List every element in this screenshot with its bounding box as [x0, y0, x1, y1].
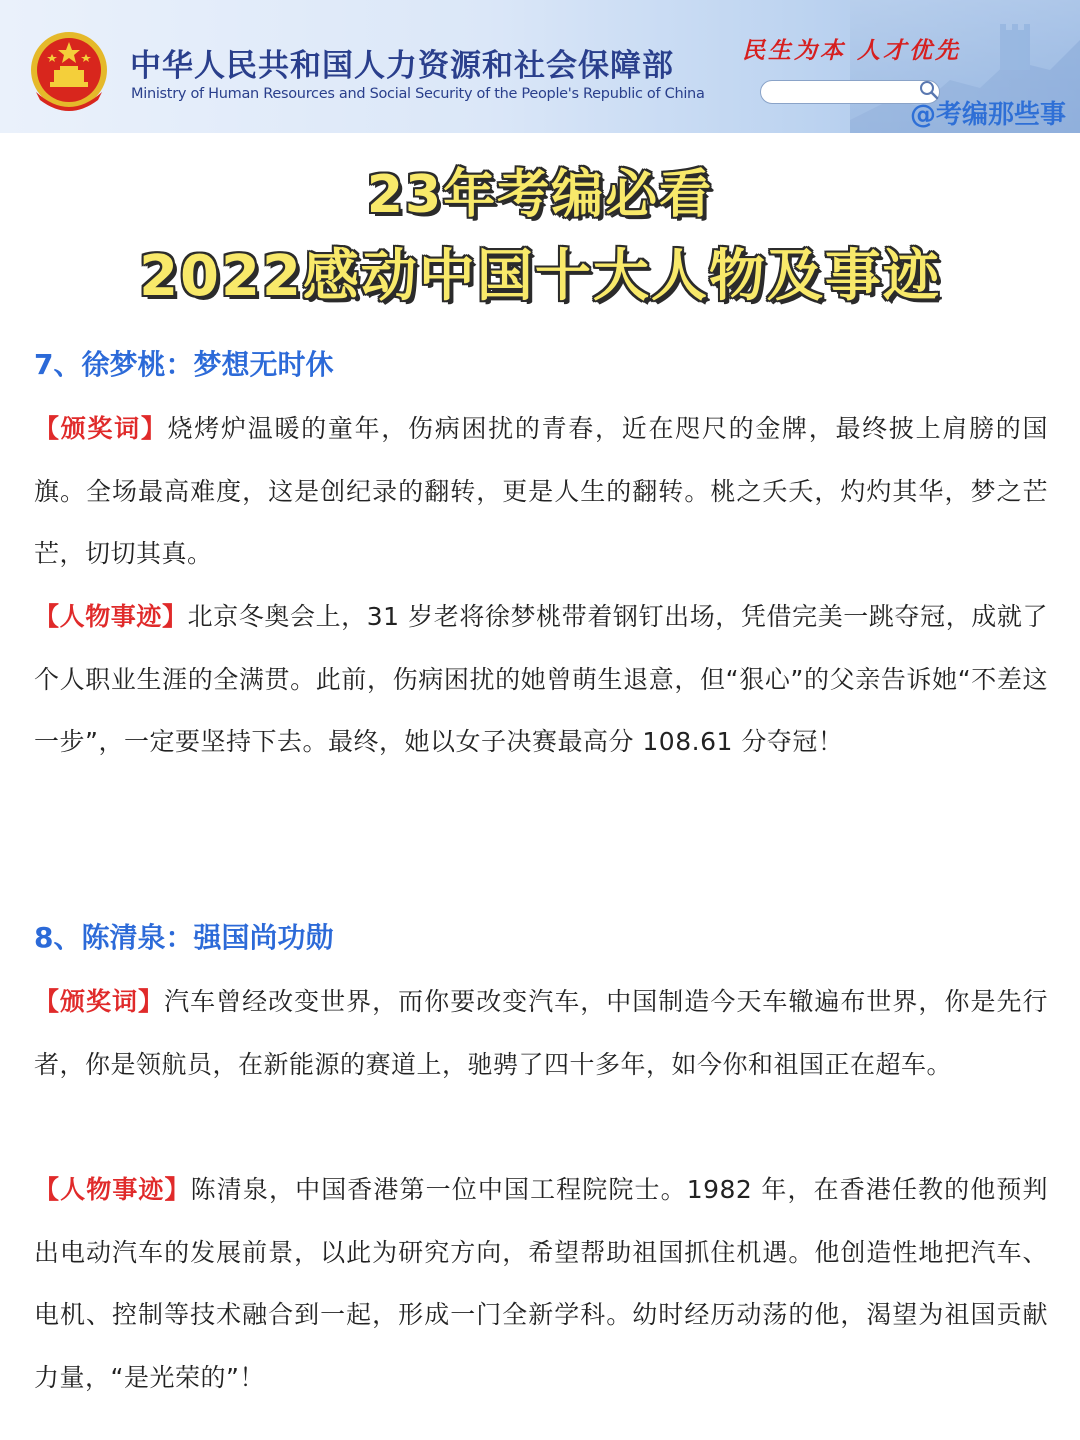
- story-tag: 【人物事迹】: [34, 602, 188, 631]
- story-text: 陈清泉，中国香港第一位中国工程院院士。1982 年，在香港任教的他预判出电动汽车的发展前景，以此为研究方向，希望帮助祖国抓住机遇。他创造性地把汽车、电机、控制等技术融合到一起，形成一门全新学科。幼时经历动荡的他，渴望为祖国贡献力量，“是光荣的”！: [34, 1175, 1048, 1392]
- ministry-name-cn: 中华人民共和国人力资源和社会保障部: [130, 48, 674, 84]
- story-paragraph: [34, 586, 1048, 774]
- section-heading: 8、陈清泉：强国尚功勋: [34, 921, 334, 954]
- story-text: 北京冬奥会上，31 岁老将徐梦桃带着钢钉出场，凭借完美一跳夺冠，成就了个人职业生涯的全满贯。此前，伤病困扰的她曾萌生退意，但“狠心”的父亲告诉她“不差这一步”，一定要坚持下去。最终，她以女子决赛最高分 108.61 分夺冠！: [34, 602, 1048, 756]
- slogan: 民生为本 人才优先: [742, 37, 962, 64]
- award-tag: 【颁奖词】: [34, 987, 165, 1016]
- award-paragraph: [34, 971, 1048, 1096]
- award-tag: 【颁奖词】: [34, 414, 168, 443]
- story-tag: 【人物事迹】: [34, 1175, 191, 1204]
- author-watermark: @考编那些事: [910, 100, 1067, 130]
- story-paragraph: [34, 1159, 1048, 1409]
- award-text: 汽车曾经改变世界，而你要改变汽车，中国制造今天车辙遍布世界，你是先行者，你是领航员，在新能源的赛道上，驰骋了四十多年，如今你和祖国正在超车。: [34, 987, 1048, 1079]
- national-emblem-icon: [28, 30, 110, 116]
- section-heading: 7、徐梦桃：梦想无时休: [34, 348, 334, 381]
- award-paragraph: [34, 398, 1048, 586]
- page-title-line-1: 23年考编必看: [366, 165, 714, 225]
- award-text: 烧烤炉温暖的童年，伤病困扰的青春，近在咫尺的金牌，最终披上肩膀的国旗。全场最高难度，这是创纪录的翻转，更是人生的翻转。桃之夭夭，灼灼其华，梦之芒芒，切切其真。: [34, 414, 1048, 568]
- ministry-name-en: Ministry of Human Resources and Social Security of the People's Republic of China: [131, 86, 705, 102]
- page-title-line-2: 2022感动中国十大人物及事迹: [139, 244, 941, 309]
